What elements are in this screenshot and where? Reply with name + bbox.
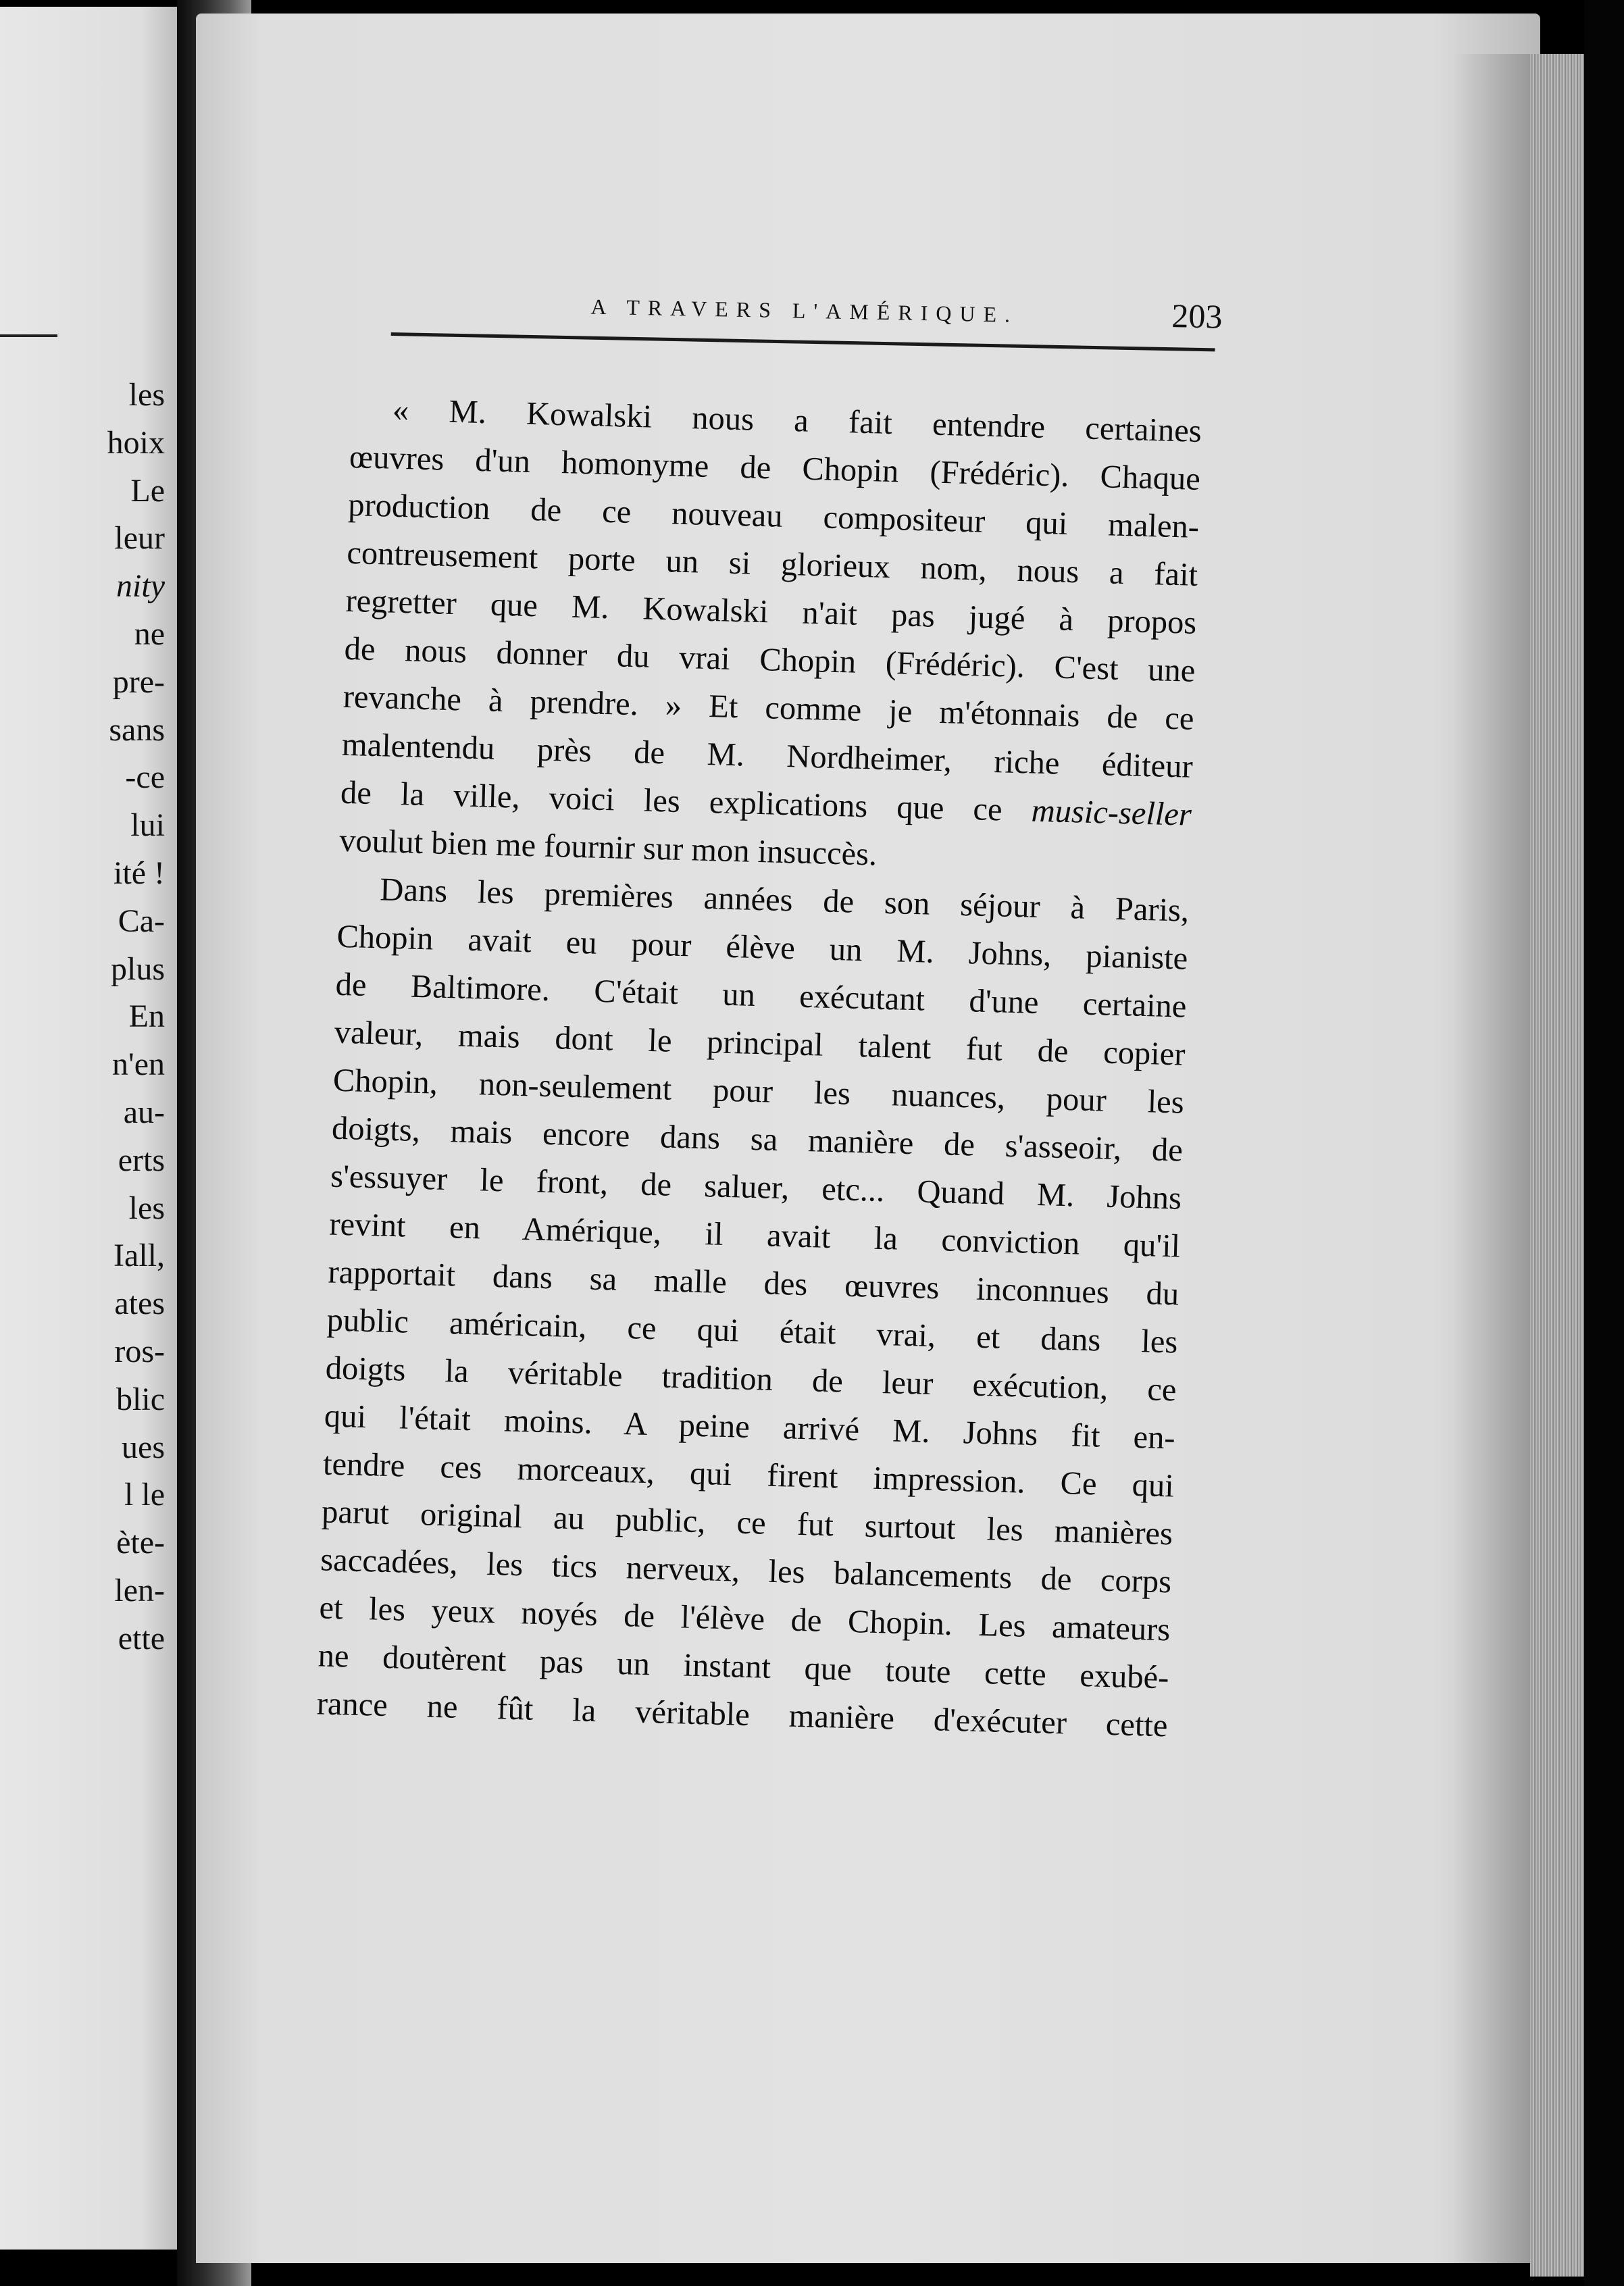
body-text (316, 385, 1202, 1750)
text-line: Chopin, non-seulement pour les nuances, pour les (332, 1062, 1185, 1121)
left-page-line: sans (109, 711, 165, 748)
text-line: saccadées, les tics nerveux, les balancements de corps (320, 1542, 1172, 1600)
text-line: ne doutèrent pas un instant que toute cette exubé- (318, 1637, 1170, 1696)
left-page-line: ète- (116, 1525, 165, 1561)
text-line: « M. Kowalski nous a fait entendre certaines (392, 392, 1202, 449)
text-line: qui l'était moins. A peine arrivé M. Johns fit en- (324, 1398, 1176, 1456)
left-page-line: leur (114, 520, 165, 557)
scan-border (1584, 0, 1624, 2286)
text-line: public américain, ce qui était vrai, et dans les (326, 1302, 1179, 1361)
running-title: A TRAVERS L'AMÉRIQUE. (590, 294, 1019, 327)
left-page-line: Ca- (118, 903, 165, 939)
left-page-line: ros- (114, 1333, 165, 1369)
text-line: œuvres d'un homonyme de Chopin (Frédéric). Chaque (349, 438, 1201, 497)
left-page-line: En (128, 998, 165, 1035)
text-line: malentendu près de M. Nordheimer, riche éditeur (341, 726, 1194, 785)
text-fragment: de la ville, voici les explications que ce (340, 774, 1032, 829)
left-page-line: blic (116, 1381, 165, 1417)
left-page-line: Iall, (113, 1238, 165, 1274)
left-page-line: -ce (125, 759, 165, 796)
text-line: de nous donner du vrai Chopin (Frédéric). C'est une (344, 630, 1196, 689)
left-page-line: les (128, 377, 165, 413)
left-page-line: au- (123, 1094, 165, 1130)
left-page-line: l le (124, 1477, 165, 1513)
text-line: parut original au public, ce fut surtout les manières (321, 1494, 1173, 1552)
page-number: 203 (1171, 297, 1223, 336)
left-page-header-rule (0, 334, 57, 337)
left-page-text (3, 372, 165, 1663)
page-edges (1530, 54, 1584, 2277)
text-line: valeur, mais dont le principal talent fut de copier (334, 1014, 1186, 1073)
text-line: voulut bien me fournir sur mon insuccès. (338, 822, 878, 873)
left-page-line: ues (122, 1429, 165, 1465)
italic-term: music-seller (1031, 792, 1192, 833)
text-line: tendre ces morceaux, qui firent impression. Ce qui (322, 1446, 1175, 1504)
left-page-line: n'en (112, 1046, 165, 1083)
left-page-line: nity (116, 568, 165, 605)
left-page-line: ette (118, 1620, 165, 1656)
text-line: rapportait dans sa malle des œuvres inconnues du (327, 1254, 1179, 1313)
paragraph-2 (316, 865, 1190, 1750)
paragraph-1 (338, 385, 1202, 887)
left-page-line: pre- (112, 663, 165, 700)
left-page-line: les (128, 1190, 165, 1226)
text-line: contreusement porte un si glorieux nom, nous a fait (346, 534, 1198, 593)
text-line: et les yeux noyés de l'élève de Chopin. Les amateurs (318, 1590, 1171, 1648)
text-line: s'essuyer le front, de saluer, etc... Quand M. Johns (330, 1158, 1182, 1217)
text-line: de Baltimore. C'était un exécutant d'une certaine (335, 966, 1188, 1025)
text-line: rance ne fût la véritable manière d'exécuter cette (316, 1685, 1169, 1744)
left-page-line: lui (130, 807, 165, 844)
left-page-line: erts (118, 1142, 165, 1178)
text-line: doigts, mais encore dans sa manière de s'asseoir, de (331, 1110, 1184, 1169)
text-line: revanche à prendre. » Et comme je m'étonnais de ce (342, 678, 1195, 737)
left-page (0, 7, 177, 2250)
left-page-line: ité ! (113, 855, 165, 891)
text-line: doigts la véritable tradition de leur exécution, ce (325, 1350, 1177, 1408)
text-line: Dans les premières années de son séjour à Paris, (379, 871, 1190, 929)
left-page-line: hoix (107, 424, 165, 461)
text-line: revint en Amérique, il avait la conviction qu'il (328, 1206, 1181, 1265)
left-page-line: ne (134, 615, 165, 652)
page-edge-shadow (1452, 54, 1530, 2277)
text-line: production de ce nouveau compositeur qui malen- (347, 486, 1200, 545)
left-page-line: len- (114, 1572, 165, 1608)
text-line: Chopin avait eu pour élève un M. Johns, pianiste (336, 918, 1188, 977)
left-page-line: ates (114, 1286, 165, 1322)
text-line: regretter que M. Kowalski n'ait pas jugé à propos (345, 582, 1197, 641)
left-page-line: plus (110, 950, 165, 987)
left-page-line: Le (130, 472, 165, 509)
